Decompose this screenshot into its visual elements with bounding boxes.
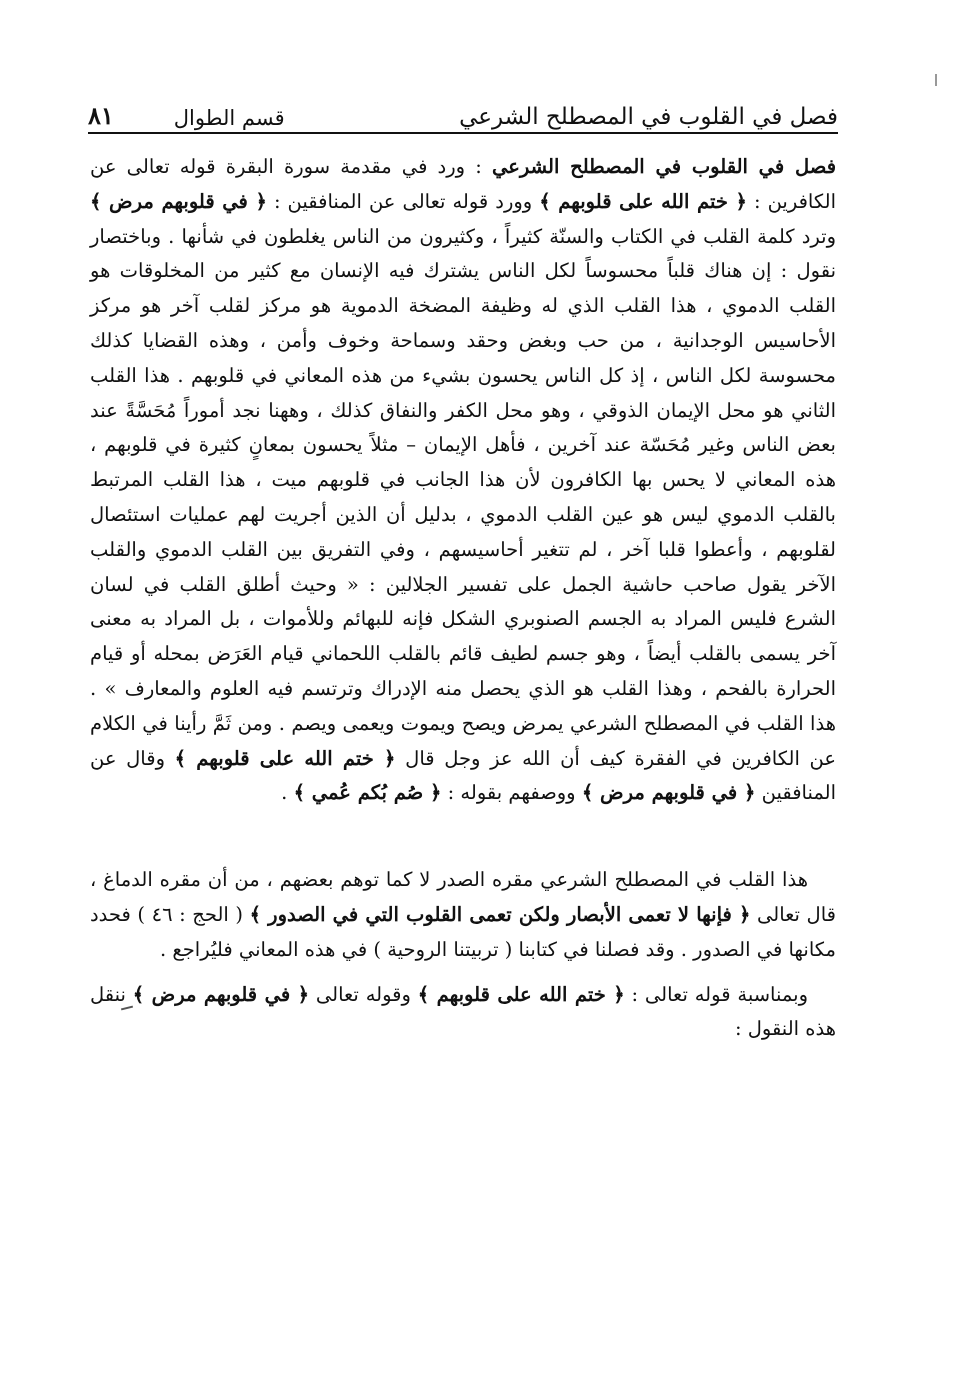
quran-quote: ﴿ ختم الله على قلوبهم ﴾ xyxy=(417,982,625,1006)
text-run: وقال عن المنافقين xyxy=(90,746,836,805)
quran-quote: ﴿ في قلوبهم مرض ﴾ xyxy=(90,189,267,213)
text-run: وقوله تعالى xyxy=(309,982,418,1006)
quran-quote: ﴿ ختم الله على قلوبهم ﴾ xyxy=(174,746,396,770)
section-heading: فصل في القلوب في المصطلح الشرعي xyxy=(491,155,837,178)
header-rule xyxy=(88,132,838,134)
text-run: : ورد في مقدمة سورة البقرة قوله تعالى عن الكافرين : xyxy=(90,155,836,213)
quran-quote: ﴿ في قلوبهم مرض ﴾ xyxy=(581,781,756,805)
header-title: فصل في القلوب في المصطلح الشرعي xyxy=(459,104,838,130)
paragraph-1 xyxy=(90,150,836,811)
quran-quote: ﴿ فإنها لا تعمى الأبصار ولكن تعمى القلوب التي في الصدور ﴾ xyxy=(249,902,751,926)
scan-mark xyxy=(935,74,937,86)
paragraph-gap xyxy=(90,968,836,978)
text-run: . xyxy=(281,781,294,805)
quran-quote: ﴿ في قلوبهم مرض ﴾ xyxy=(132,982,310,1006)
header-left-group xyxy=(88,101,285,130)
page-number: ٨١ xyxy=(88,101,114,130)
paragraph-3 xyxy=(90,978,836,1048)
text-run: هذا القلب في المصطلح الشرعي مقره الصدر لا كما توهم بعضهم ، من أن مقره الدماغ ، قال تعالى xyxy=(90,868,836,926)
text-run: ( الحج : ٤٦ ) فحدد مكانها في الصدور . وقد فصلنا في كتابنا ( تربيتنا الروحية ) في هذه المعاني فليُراجع . xyxy=(90,902,836,961)
text-run: ووصفهم بقوله : xyxy=(441,781,582,805)
quran-quote: ﴿ ختم الله على قلوبهم ﴾ xyxy=(539,189,747,213)
paragraph-2 xyxy=(90,863,836,967)
body-text xyxy=(90,150,836,1047)
text-run: ننقل هذه النقول : xyxy=(90,982,836,1041)
text-run: وبمناسبة قوله تعالى : xyxy=(624,982,808,1006)
header-section: قسم الطوال xyxy=(173,106,285,130)
running-header xyxy=(88,86,838,130)
text-run: وترد كلمة القلب في الكتاب والسنّة كثيراً ، وكثيرون من الناس يغلطون في شأنها . وباختصار نقول : إن هناك قلباً محسوساً لكل الناس يشترك فيه الإنسان مع كثير من المخلوقات هو القلب الدموي ، هذا القلب الذي له وظيفة المضخة الدموية هو مركز لقلب آخر هو مركز الأحاسيس الوجدانية ، من حب وبغض وحقد وسماحة وخوف وأمن ، وهذه القضايا كذلك محسوسة لكل الناس ، إذ كل الناس يحسون بشيء من هذه المعاني في قلوبهم . هذا القلب الثاني هو محل الإيمان الذوقي ، وهو محل الكفر والنفاق كذلك ، وههنا نجد أموراً مُحَسَّةً عند بعض الناس وغير مُحَسّة عند آخرين ، فأهل الإيمان – مثلاً يحسون بمعانٍ كثيرة في قلوبهم ، هذه المعاني لا يحس بها الكافرون لأن هذا الجانب في قلوبهم ميت ، هذا القلب المرتبط بالقلب الدموي ليس هو عين القلب الدموي ، بدليل أن الذين أجريت لهم عمليات استئصال لقلوبهم ، وأعطوا قلبا آخر ، لم تتغير أحاسيسهم ، وفي التفريق بين القلب الدموي والقلب الآخر يقول صاحب حاشية الجمل على تفسير الجلالين : « وحيث أطلق القلب في لسان الشرع فليس المراد به الجسم الصنوبري الشكل فإنه للبهائم وللأموات ، بل المراد به معنى آخر يسمى بالقلب أيضاً ، وهو جسم لطيف قائم بالقلب اللحماني قيام العَرَض بمحله أو قيام الحرارة بالفحم ، وهذا القلب هو الذي يحصل منه الإدراك وترتسم فيه العلوم والمعارف » . هذا القلب في المصطلح الشرعي يمرض ويصح ويموت ويعمى ويصم . ومن ثَمَّ رأينا في الكلام عن الكافرين في الفقرة كيف أن الله عز وجل قال xyxy=(90,224,836,770)
text-run: وورد قوله تعالى عن المنافقين : xyxy=(266,189,540,213)
paragraph-gap xyxy=(90,811,836,863)
quran-quote: ﴿ صُم بُكم عُمي ﴾ xyxy=(293,781,442,805)
